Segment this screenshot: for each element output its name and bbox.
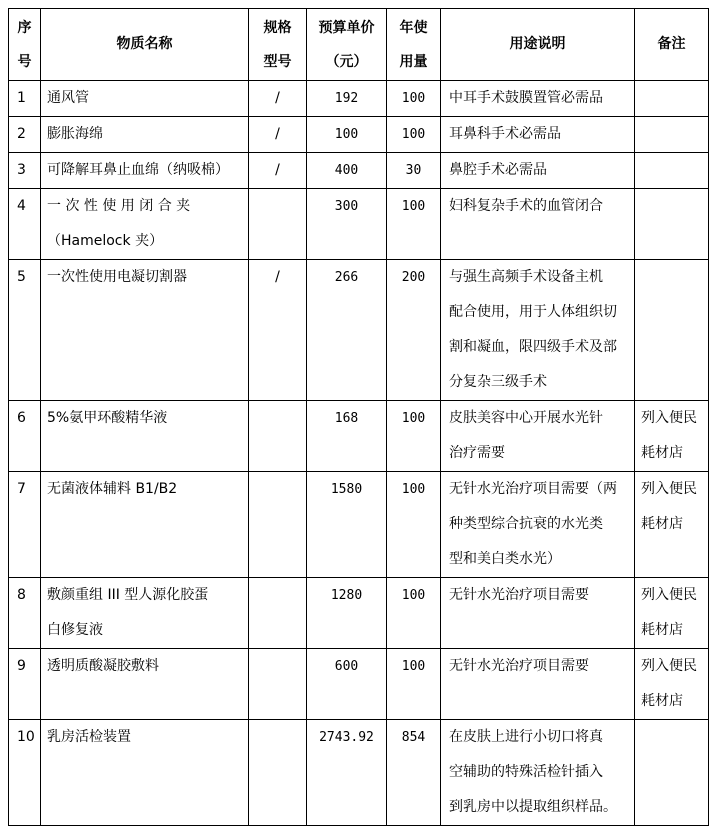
cell-price: [307, 153, 387, 189]
item-quantity: 100: [401, 659, 426, 674]
item-name: 通风管: [47, 90, 89, 106]
cell-qty: [387, 720, 441, 826]
item-name: 透明质酸凝胶敷料: [47, 658, 159, 674]
item-usage: 耳鼻科手术必需品: [449, 126, 561, 142]
header-spec-line1: 规格: [263, 19, 292, 36]
item-usage: 种类型综合抗衰的水光类: [449, 516, 603, 532]
cell-name: [41, 117, 249, 153]
item-usage: 无针水光治疗项目需要（两: [449, 481, 617, 497]
item-name: 白修复液: [47, 622, 103, 638]
item-note: 列入便民: [641, 410, 697, 426]
cell-no: [9, 81, 41, 117]
item-price: 300: [334, 199, 359, 214]
cell-name: [41, 472, 249, 578]
item-name: 可降解耳鼻止血绵（纳吸棉）: [47, 162, 229, 178]
cell-note: [635, 189, 709, 260]
cell-spec: [249, 260, 307, 401]
item-spec: /: [275, 162, 280, 178]
header-qty: [387, 9, 441, 81]
cell-qty: [387, 401, 441, 472]
cell-note: [635, 260, 709, 401]
cell-name: [41, 81, 249, 117]
cell-name: [41, 260, 249, 401]
item-quantity: 30: [405, 163, 422, 178]
header-no: [9, 9, 41, 81]
cell-note: [635, 578, 709, 649]
item-note: 列入便民: [641, 658, 697, 674]
cell-spec: [249, 401, 307, 472]
table-row: [9, 153, 709, 189]
cell-use: [441, 472, 635, 578]
cell-spec: [249, 117, 307, 153]
cell-use: [441, 260, 635, 401]
header-name: [41, 9, 249, 81]
header-note: [635, 9, 709, 81]
item-name: 敷颜重组 III 型人源化胶蛋: [47, 587, 209, 603]
cell-no: [9, 401, 41, 472]
cell-name: [41, 720, 249, 826]
cell-price: [307, 649, 387, 720]
cell-name: [41, 153, 249, 189]
cell-name: [41, 189, 249, 260]
table-body: [9, 81, 709, 826]
item-spec: /: [275, 269, 280, 285]
table-row: [9, 578, 709, 649]
item-quantity: 100: [401, 588, 426, 603]
table-row: [9, 81, 709, 117]
cell-qty: [387, 153, 441, 189]
header-price-line2: （元）: [325, 53, 368, 70]
item-note: 耗材店: [641, 445, 683, 461]
item-name: （Hamelock 夹）: [47, 233, 164, 249]
cell-price: [307, 189, 387, 260]
cell-qty: [387, 578, 441, 649]
table-row: [9, 472, 709, 578]
cell-note: [635, 472, 709, 578]
row-number: 8: [17, 587, 26, 603]
cell-use: [441, 720, 635, 826]
header-name-label: 物质名称: [116, 36, 173, 52]
cell-no: [9, 720, 41, 826]
item-quantity: 100: [401, 482, 426, 497]
item-price: 1280: [330, 588, 363, 603]
item-quantity: 100: [401, 411, 426, 426]
row-number: 9: [17, 658, 26, 674]
item-note: 耗材店: [641, 516, 683, 532]
item-note: 列入便民: [641, 481, 697, 497]
header-price-line1: 预算单价: [318, 19, 375, 36]
cell-spec: [249, 578, 307, 649]
item-usage: 与强生高频手术设备主机: [449, 269, 603, 285]
item-spec: /: [275, 90, 280, 106]
row-number: 3: [17, 162, 26, 178]
header-spec-line2: 型号: [263, 53, 292, 70]
cell-use: [441, 401, 635, 472]
item-name: 5%氨甲环酸精华液: [47, 410, 168, 426]
header-spec: [249, 9, 307, 81]
cell-qty: [387, 260, 441, 401]
row-number: 5: [17, 269, 26, 285]
item-usage: 配合使用，用于人体组织切: [449, 304, 617, 320]
item-usage: 空辅助的特殊活检针插入: [449, 764, 603, 780]
cell-spec: [249, 81, 307, 117]
row-number: 10: [17, 729, 35, 745]
header-no-line1: 序: [17, 19, 32, 36]
header-use-label: 用途说明: [509, 36, 566, 52]
header-qty-line2: 用量: [399, 53, 428, 70]
cell-use: [441, 189, 635, 260]
cell-note: [635, 153, 709, 189]
item-name: 无菌液体辅料 B1/B2: [47, 481, 178, 497]
table-row: [9, 649, 709, 720]
cell-note: [635, 649, 709, 720]
cell-price: [307, 81, 387, 117]
cell-price: [307, 472, 387, 578]
item-spec: /: [275, 126, 280, 142]
table-row: [9, 189, 709, 260]
item-price: 266: [334, 270, 359, 285]
cell-qty: [387, 649, 441, 720]
item-price: 600: [334, 659, 359, 674]
item-name: 乳房活检装置: [47, 729, 131, 745]
cell-spec: [249, 153, 307, 189]
cell-use: [441, 649, 635, 720]
cell-price: [307, 720, 387, 826]
cell-note: [635, 401, 709, 472]
table-row: [9, 401, 709, 472]
cell-use: [441, 81, 635, 117]
cell-no: [9, 189, 41, 260]
item-price: 400: [334, 163, 359, 178]
cell-qty: [387, 81, 441, 117]
item-price: 100: [334, 127, 359, 142]
item-price: 168: [334, 411, 359, 426]
cell-no: [9, 472, 41, 578]
item-usage: 无针水光治疗项目需要: [449, 658, 589, 674]
row-number: 6: [17, 410, 26, 426]
item-usage: 鼻腔手术必需品: [449, 162, 547, 178]
item-usage: 割和凝血，限四级手术及部: [449, 339, 617, 355]
header-no-line2: 号: [17, 53, 32, 70]
item-quantity: 100: [401, 199, 426, 214]
cell-name: [41, 649, 249, 720]
item-usage: 无针水光治疗项目需要: [449, 587, 589, 603]
item-usage: 到乳房中以提取组织样品。: [449, 799, 617, 815]
table-row: [9, 720, 709, 826]
item-usage: 治疗需要: [449, 445, 505, 461]
item-note: 耗材店: [641, 622, 683, 638]
item-name: 膨胀海绵: [47, 126, 103, 142]
header-note-label: 备注: [657, 36, 686, 52]
item-price: 1580: [330, 482, 363, 497]
cell-use: [441, 117, 635, 153]
cell-note: [635, 117, 709, 153]
cell-no: [9, 649, 41, 720]
cell-note: [635, 720, 709, 826]
cell-price: [307, 578, 387, 649]
item-quantity: 100: [401, 127, 426, 142]
item-note: 列入便民: [641, 587, 697, 603]
item-usage: 皮肤美容中心开展水光针: [449, 410, 603, 426]
cell-price: [307, 401, 387, 472]
cell-no: [9, 153, 41, 189]
cell-no: [9, 117, 41, 153]
item-usage: 型和美白类水光）: [449, 551, 561, 567]
cell-spec: [249, 472, 307, 578]
item-quantity: 200: [401, 270, 426, 285]
cell-price: [307, 117, 387, 153]
cell-price: [307, 260, 387, 401]
supplies-table: [8, 8, 709, 826]
item-quantity: 854: [401, 730, 426, 745]
item-note: 耗材店: [641, 693, 683, 709]
item-name: 一次性使用电凝切割器: [47, 269, 187, 285]
cell-name: [41, 578, 249, 649]
item-usage: 妇科复杂手术的血管闭合: [449, 198, 603, 214]
cell-spec: [249, 720, 307, 826]
cell-note: [635, 81, 709, 117]
cell-spec: [249, 649, 307, 720]
item-quantity: 100: [401, 91, 426, 106]
item-price: 2743.92: [319, 730, 374, 745]
cell-qty: [387, 472, 441, 578]
item-usage: 分复杂三级手术: [449, 374, 547, 390]
row-number: 4: [17, 198, 26, 214]
cell-use: [441, 578, 635, 649]
cell-no: [9, 578, 41, 649]
cell-spec: [249, 189, 307, 260]
item-name: 一 次 性 使 用 闭 合 夹: [47, 198, 191, 214]
cell-no: [9, 260, 41, 401]
row-number: 2: [17, 126, 26, 142]
table-row: [9, 117, 709, 153]
cell-qty: [387, 189, 441, 260]
row-number: 1: [17, 90, 26, 106]
cell-name: [41, 401, 249, 472]
table-row: [9, 260, 709, 401]
cell-use: [441, 153, 635, 189]
row-number: 7: [17, 481, 26, 497]
cell-qty: [387, 117, 441, 153]
header-qty-line1: 年使: [399, 19, 428, 36]
item-usage: 中耳手术鼓膜置管必需品: [449, 90, 603, 106]
header-price: [307, 9, 387, 81]
header-use: [441, 9, 635, 81]
header-row: [9, 9, 709, 81]
item-price: 192: [334, 91, 359, 106]
item-usage: 在皮肤上进行小切口将真: [449, 729, 603, 745]
